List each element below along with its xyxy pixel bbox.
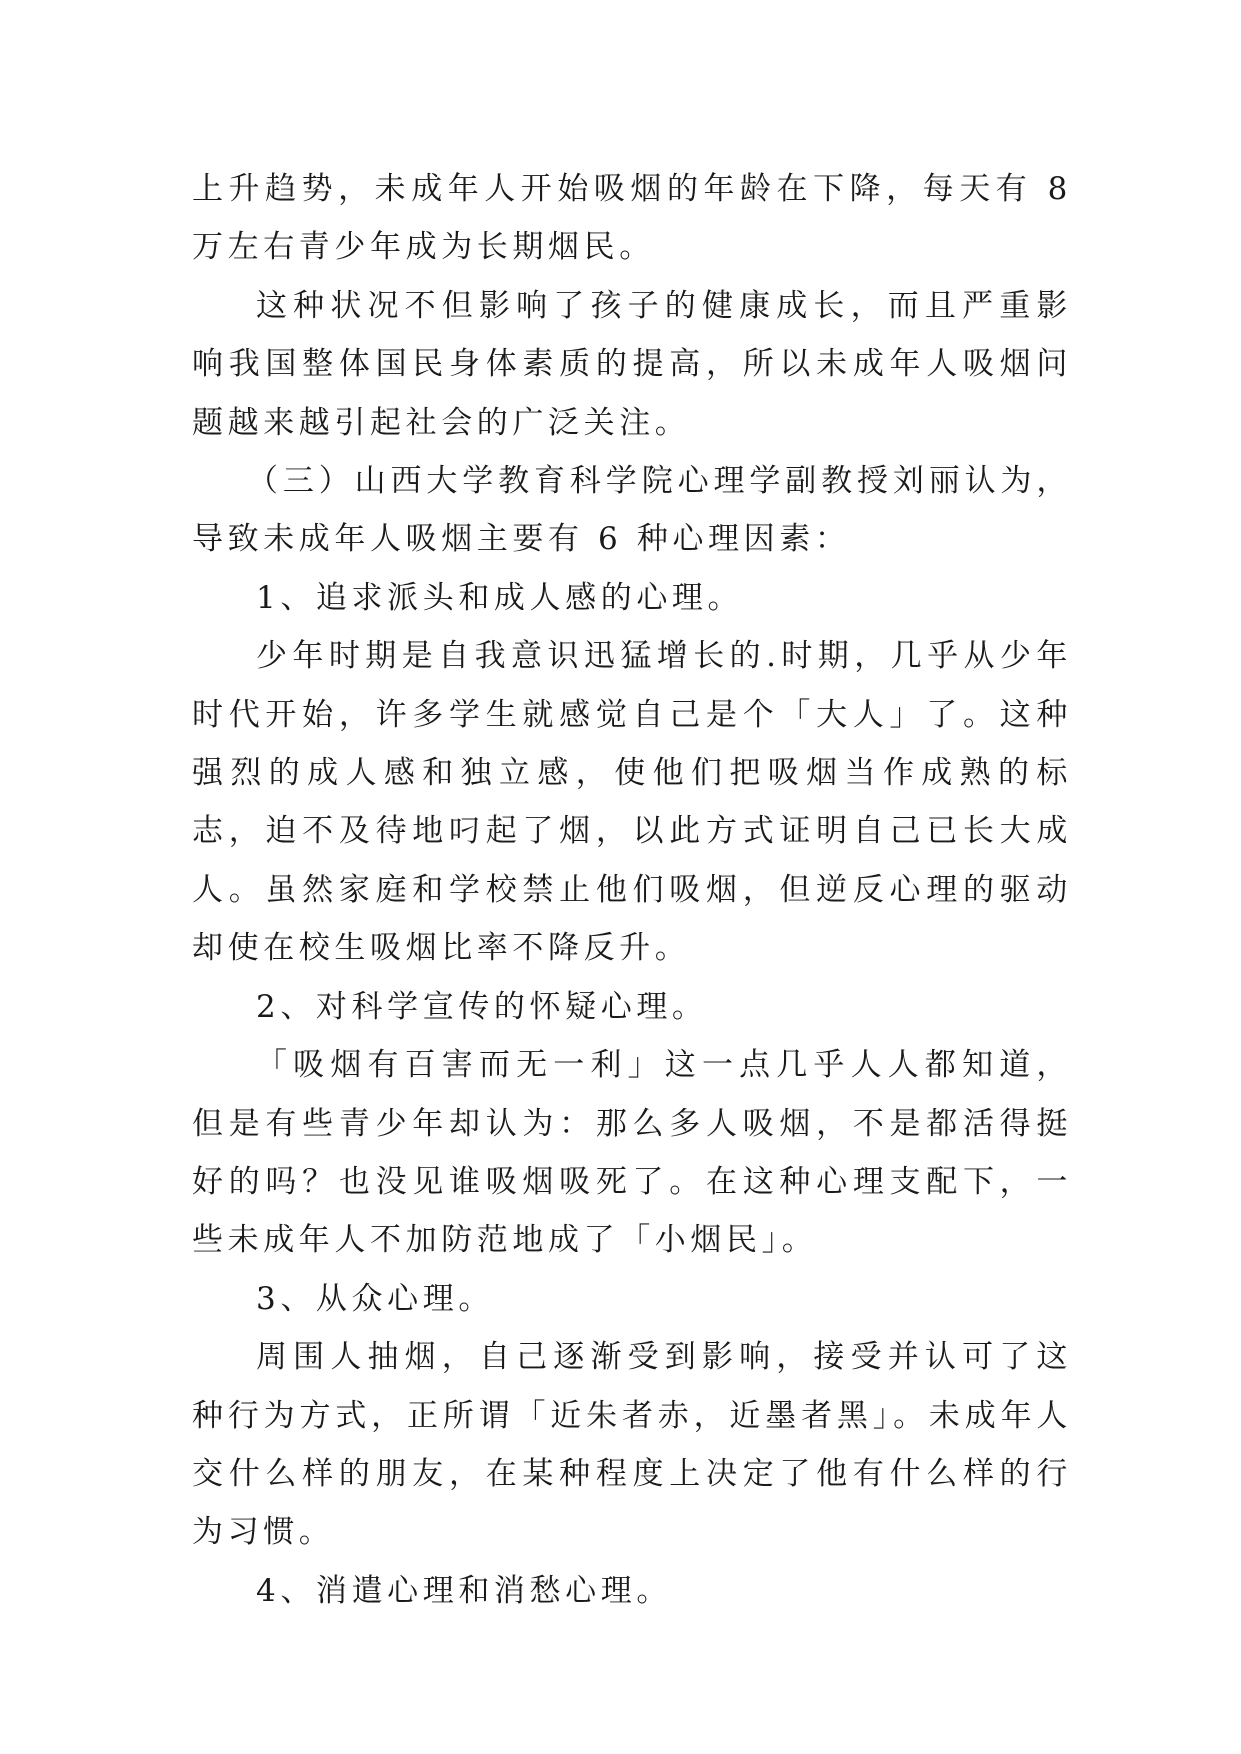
- heading-factor-4: 4、消遣心理和消愁心理。: [256, 1572, 672, 1609]
- body-text: [192, 160, 1072, 1620]
- paragraph-continuation: 上升趋势，未成年人开始吸烟的年龄在下降，每天有 8 万左右青少年成为长期烟民。: [192, 171, 1072, 266]
- heading-factor-1: 1、追求派头和成人感的心理。: [256, 579, 744, 616]
- heading-factor-2: 2、对科学宣传的怀疑心理。: [256, 988, 708, 1025]
- paragraph-factor-2: 「吸烟有百害而无一利」这一点几乎人人都知道，但是有些青少年却认为：那么多人吸烟，不是都活得挺好的吗？也没见谁吸烟吸死了。在这种心理支配下，一些未成年人不加防范地成了「小烟民」。: [192, 1047, 1072, 1259]
- heading-factor-3: 3、从众心理。: [256, 1280, 494, 1317]
- paragraph-factor-1: 少年时期是自我意识迅猛增长的.时期，几乎从少年时代开始，许多学生就感觉自己是个「大人」了。这种强烈的成人感和独立感，使他们把吸烟当作成熟的标志，迫不及待地叼起了烟，以此方式证明自己已长大成人。虽然家庭和学校禁止他们吸烟，但逆反心理的驱动却使在校生吸烟比率不降反升。: [192, 638, 1072, 967]
- paragraph-factor-3: 周围人抽烟，自己逐渐受到影响，接受并认可了这种行为方式，正所谓「近朱者赤，近墨者黑」。未成年人交什么样的朋友，在某种程度上决定了他有什么样的行为习惯。: [192, 1339, 1072, 1551]
- paragraph-impact: 这种状况不但影响了孩子的健康成长，而且严重影响我国整体国民身体素质的提高，所以未成年人吸烟问题越来越引起社会的广泛关注。: [192, 287, 1072, 441]
- paragraph-section-three: （三）山西大学教育科学院心理学副教授刘丽认为，导致未成年人吸烟主要有 6 种心理因素：: [192, 463, 1072, 558]
